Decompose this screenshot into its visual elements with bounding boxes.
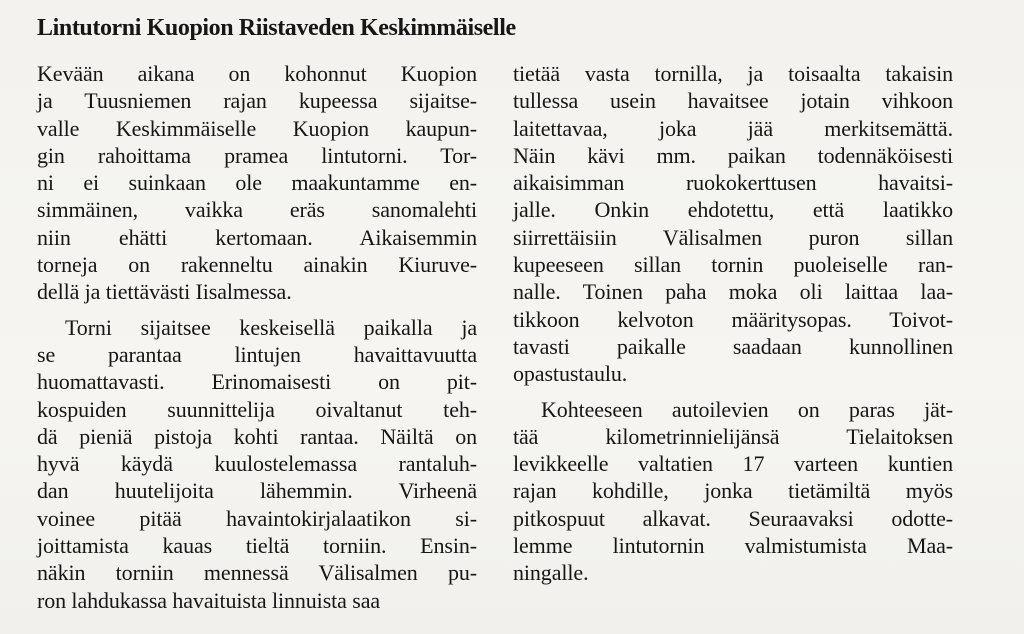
text-line: kupeeseen sillan tornin puoleiselle ran- (513, 252, 953, 278)
text-line: näkin torniin mennessä Välisalmen pu- (37, 560, 477, 586)
text-line: torneja on rakenneltu ainakin Kiuruve- (37, 252, 477, 278)
paragraph (513, 60, 953, 388)
text-line: ron lahdukassa havaituista linnuista saa (37, 587, 381, 613)
text-line: gin rahoittama pramea lintutorni. Tor- (37, 142, 477, 168)
text-line: tikkoon kelvoton määritysopas. Toivot- (513, 306, 953, 332)
text-line: ningalle. (513, 560, 589, 586)
text-line: valle Keskimmäiselle Kuopion kaupun- (37, 115, 477, 141)
text-line: se parantaa lintujen havaittavuutta (37, 341, 477, 367)
text-line: Torni sijaitsee keskeisellä paikalla ja (65, 314, 477, 340)
text-line: tullessa usein havaitsee jotain vihkoon (513, 88, 953, 114)
text-line: pitkospuut alkavat. Seuraavaksi odotte- (513, 505, 953, 531)
article-title: Lintutorni Kuopion Riistaveden Keskimmäiselle (37, 15, 516, 41)
right-column (513, 60, 953, 587)
text-line: opastustaulu. (513, 361, 628, 387)
text-line: aikaisimman ruokokerttusen havaitsi- (513, 170, 953, 196)
text-line: kospuiden suunnittelija oivaltanut teh- (37, 396, 477, 422)
paragraph (513, 396, 953, 587)
text-line: voinee pitää havaintokirjalaatikon si- (37, 505, 477, 531)
text-line: tavasti paikalle saadaan kunnollinen (513, 333, 953, 359)
text-line: nalle. Toinen paha moka oli laittaa laa- (513, 279, 953, 305)
text-line: dellä ja tiettävästi Iisalmessa. (37, 279, 292, 305)
text-line: jalle. Onkin ehdotettu, että laatikko (513, 197, 953, 223)
text-line: ja Tuusniemen rajan kupeessa sijaitse- (37, 88, 477, 114)
text-line: joittamista kauas tieltä torniin. Ensin- (37, 533, 477, 559)
text-line: ni ei suinkaan ole maakuntamme en- (37, 170, 477, 196)
text-line: huomattavasti. Erinomaisesti on pit- (37, 369, 477, 395)
text-line: Kohteeseen autoilevien on paras jät- (541, 396, 953, 422)
text-line: tää kilometrinnielijänsä Tielaitoksen (513, 423, 953, 449)
text-line: levikkeelle valtatien 17 varteen kuntien (513, 451, 953, 477)
paragraph-gap (513, 388, 953, 396)
text-line: dä pieniä pistoja kohti rantaa. Näiltä on (37, 423, 477, 449)
text-line: tietää vasta tornilla, ja toisaalta takaisin (513, 61, 953, 86)
text-line: rajan kohdille, jonka tietämiltä myös (513, 478, 953, 504)
paragraph (37, 60, 477, 306)
text-line: Näin kävi mm. paikan todennäköisesti (513, 142, 953, 168)
left-column (37, 60, 477, 614)
text-line: siirrettäisiin Välisalmen puron sillan (513, 224, 953, 250)
text-line: Kevään aikana on kohonnut Kuopion (37, 61, 477, 86)
text-line: simmäinen, vaikka eräs sanomalehti (37, 197, 477, 223)
text-line: laitettavaa, joka jää merkitsemättä. (513, 115, 953, 141)
text-line: dan huutelijoita lähemmin. Virheenä (37, 478, 477, 504)
text-line: hyvä käydä kuulostelemassa rantaluh- (37, 451, 477, 477)
paragraph (37, 314, 477, 614)
text-line: niin ehätti kertomaan. Aikaisemmin (37, 224, 477, 250)
text-line: lemme lintutornin valmistumista Maa- (513, 533, 953, 559)
paragraph-gap (37, 306, 477, 314)
